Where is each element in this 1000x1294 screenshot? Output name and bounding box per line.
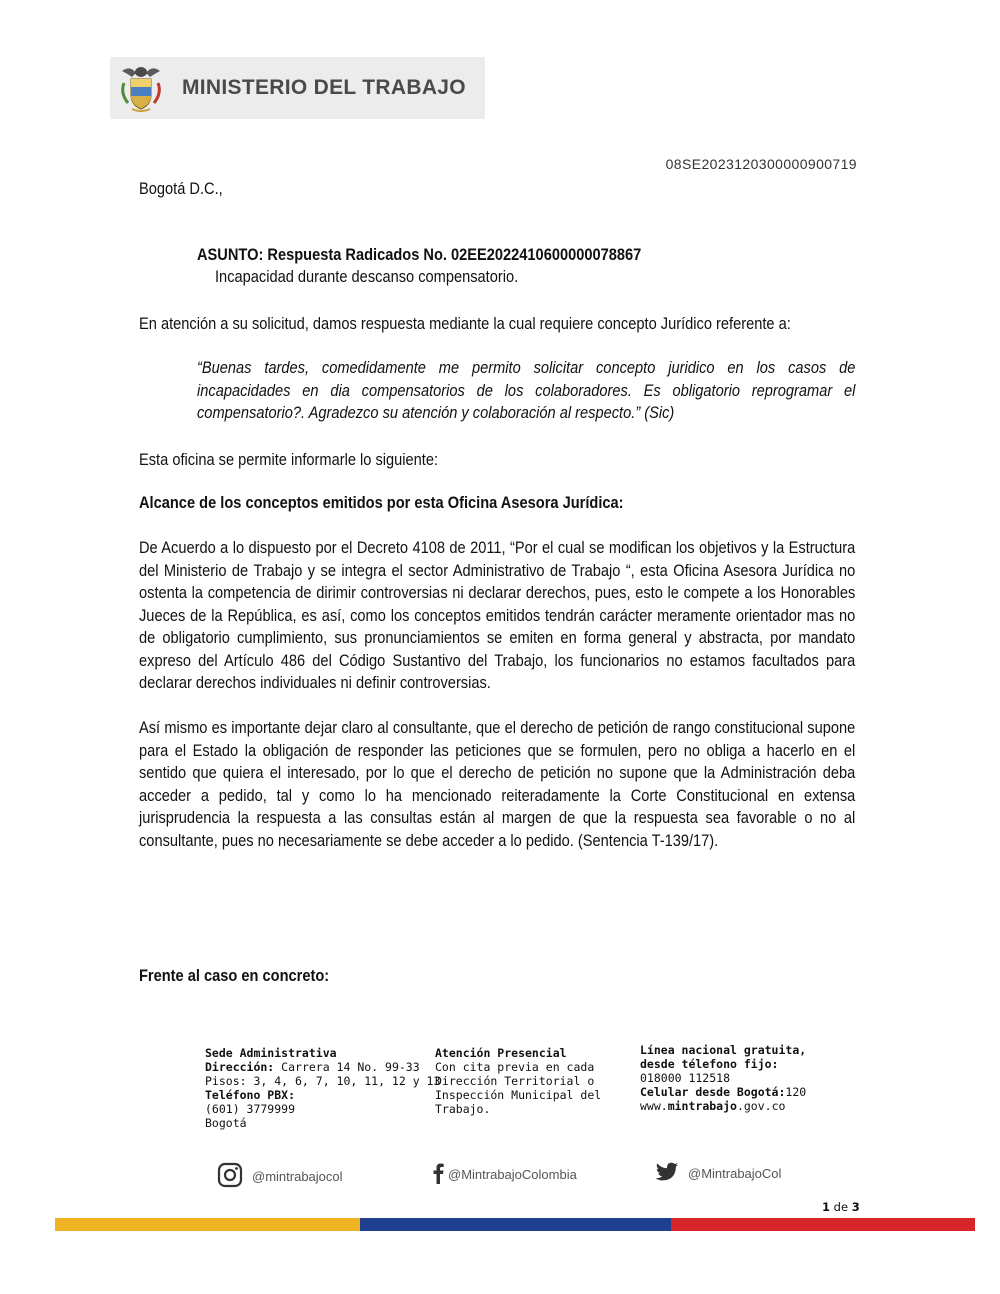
coat-of-arms-icon [110,57,172,119]
address-label: Dirección: [205,1060,275,1074]
website-link[interactable]: www.mintrabajo.gov.co [640,1099,786,1113]
page-current: 1 [822,1200,831,1214]
subject-detail: Incapacidad durante descanso compensatorio. [215,267,519,286]
atencion-title: Atención Presencial [435,1046,567,1060]
phone: (601) 3779999 [205,1102,296,1116]
phone-label: Teléfono PBX: [205,1088,296,1102]
color-bar-red [671,1218,975,1231]
instagram-icon [217,1162,243,1191]
case-heading: Frente al caso en concreto: [139,966,330,985]
paragraph-petition: Así mismo es importante dejar claro al consultante, que el derecho de petición de rango constitucional supone para el Estado la obligación de responder las peticiones que se formulen, pero no obliga a hacerlo en el sentido que quiera el interesado, por lo que el derecho de petición no supone que la Administración deba acceder a pedido, tal y como lo ha mencionado reiteradamente la Corte Constitucional en extensa jurisprudencia la respuesta a las consultas están al margen de que la respuesta sea favorable o no al consultante, pues no necesariamente se debe acceder a lo pedido. (Sentencia T-139/17). [139,718,856,850]
intro-paragraph: En atención a su solicitud, damos respuesta mediante la cual requiere concepto Jurídico referente a: [139,314,791,333]
city: Bogotá [205,1116,247,1130]
mobile-number: 120 [785,1085,807,1099]
paragraph-decree: De Acuerdo a lo dispuesto por el Decreto 4108 de 2011, “Por el cual se modifican los objetivos y la Estructura del Ministerio de Trabajo y se integra el sector Administrativo de Trabajo “, esta Oficina Asesora Jurídica no ostenta la competencia de dirimir controversias ni declarar derechos, pues, esto le compete a los Honorables Jueces de la República, es así, como los conceptos emitidos tendrán carácter meramente orientador mas no de obligatorio cumplimiento, sus pronunciamientos se emiten en forma general y abstracta, por mandato expreso del Artículo 486 del Código Sustantivo del Trabajo, los funcionarios no estamos facultados para declarar derechos individuales ni definir controversias. [139,538,856,692]
scope-heading: Alcance de los conceptos emitidos por esta Oficina Asesora Jurídica: [139,493,624,512]
color-bar-yellow [55,1218,360,1231]
subject-label: ASUNTO: Respuesta Radicados No. 02EE2022410600000078867 [197,245,642,264]
atencion-line2: Dirección Territorial o [435,1074,595,1088]
quoted-request: “Buenas tardes, comedidamente me permito solicitar concepto juridico en los casos de incapacidades en dia compensatorios de los colaboradores. Es obligatorio reprogramar el compensatorio?. Agradezco su atención y colaboración al respecto.” (Sic) [197,358,856,422]
mobile-label: Celular desde Bogotá: [640,1085,786,1099]
sede-title: Sede Administrativa [205,1046,337,1060]
facebook-handle: @MintrabajoColombia [448,1167,577,1182]
ministry-logo [110,57,485,119]
twitter-handle: @MintrabajoCol [688,1166,782,1181]
place-date: Bogotá D.C., [139,179,223,198]
atencion-line3: Inspección Municipal del [435,1088,602,1102]
footer-atencion [435,1046,601,1116]
page-sep: de [830,1200,852,1214]
social-twitter[interactable] [655,1162,781,1185]
twitter-icon [655,1162,679,1185]
facebook-icon [432,1162,444,1187]
address: Carrera 14 No. 99-33 [274,1060,420,1074]
atencion-line4: Trabajo. [435,1102,491,1116]
linea-title1: Línea nacional gratuita, [640,1043,807,1057]
inform-line: Esta oficina se permite informarle lo siguiente: [139,450,439,469]
social-facebook[interactable] [432,1162,577,1187]
linea-number: 018000 112518 [640,1071,731,1085]
reference-number: 08SE2023120300000900719 [665,156,857,172]
page-number [822,1200,860,1214]
linea-title2: desde télefono fijo: [640,1057,779,1071]
color-bar-blue [360,1218,671,1231]
footer-linea [640,1043,806,1113]
instagram-handle: @mintrabajocol [252,1169,343,1184]
ministry-name: MINISTERIO DEL TRABAJO [182,76,466,99]
social-instagram[interactable] [217,1162,343,1191]
atencion-line1: Con cita previa en cada [435,1060,595,1074]
footer-sede [205,1046,440,1130]
page-total: 3 [851,1200,860,1214]
floors: Pisos: 3, 4, 6, 7, 10, 11, 12 y 13 [205,1074,441,1088]
